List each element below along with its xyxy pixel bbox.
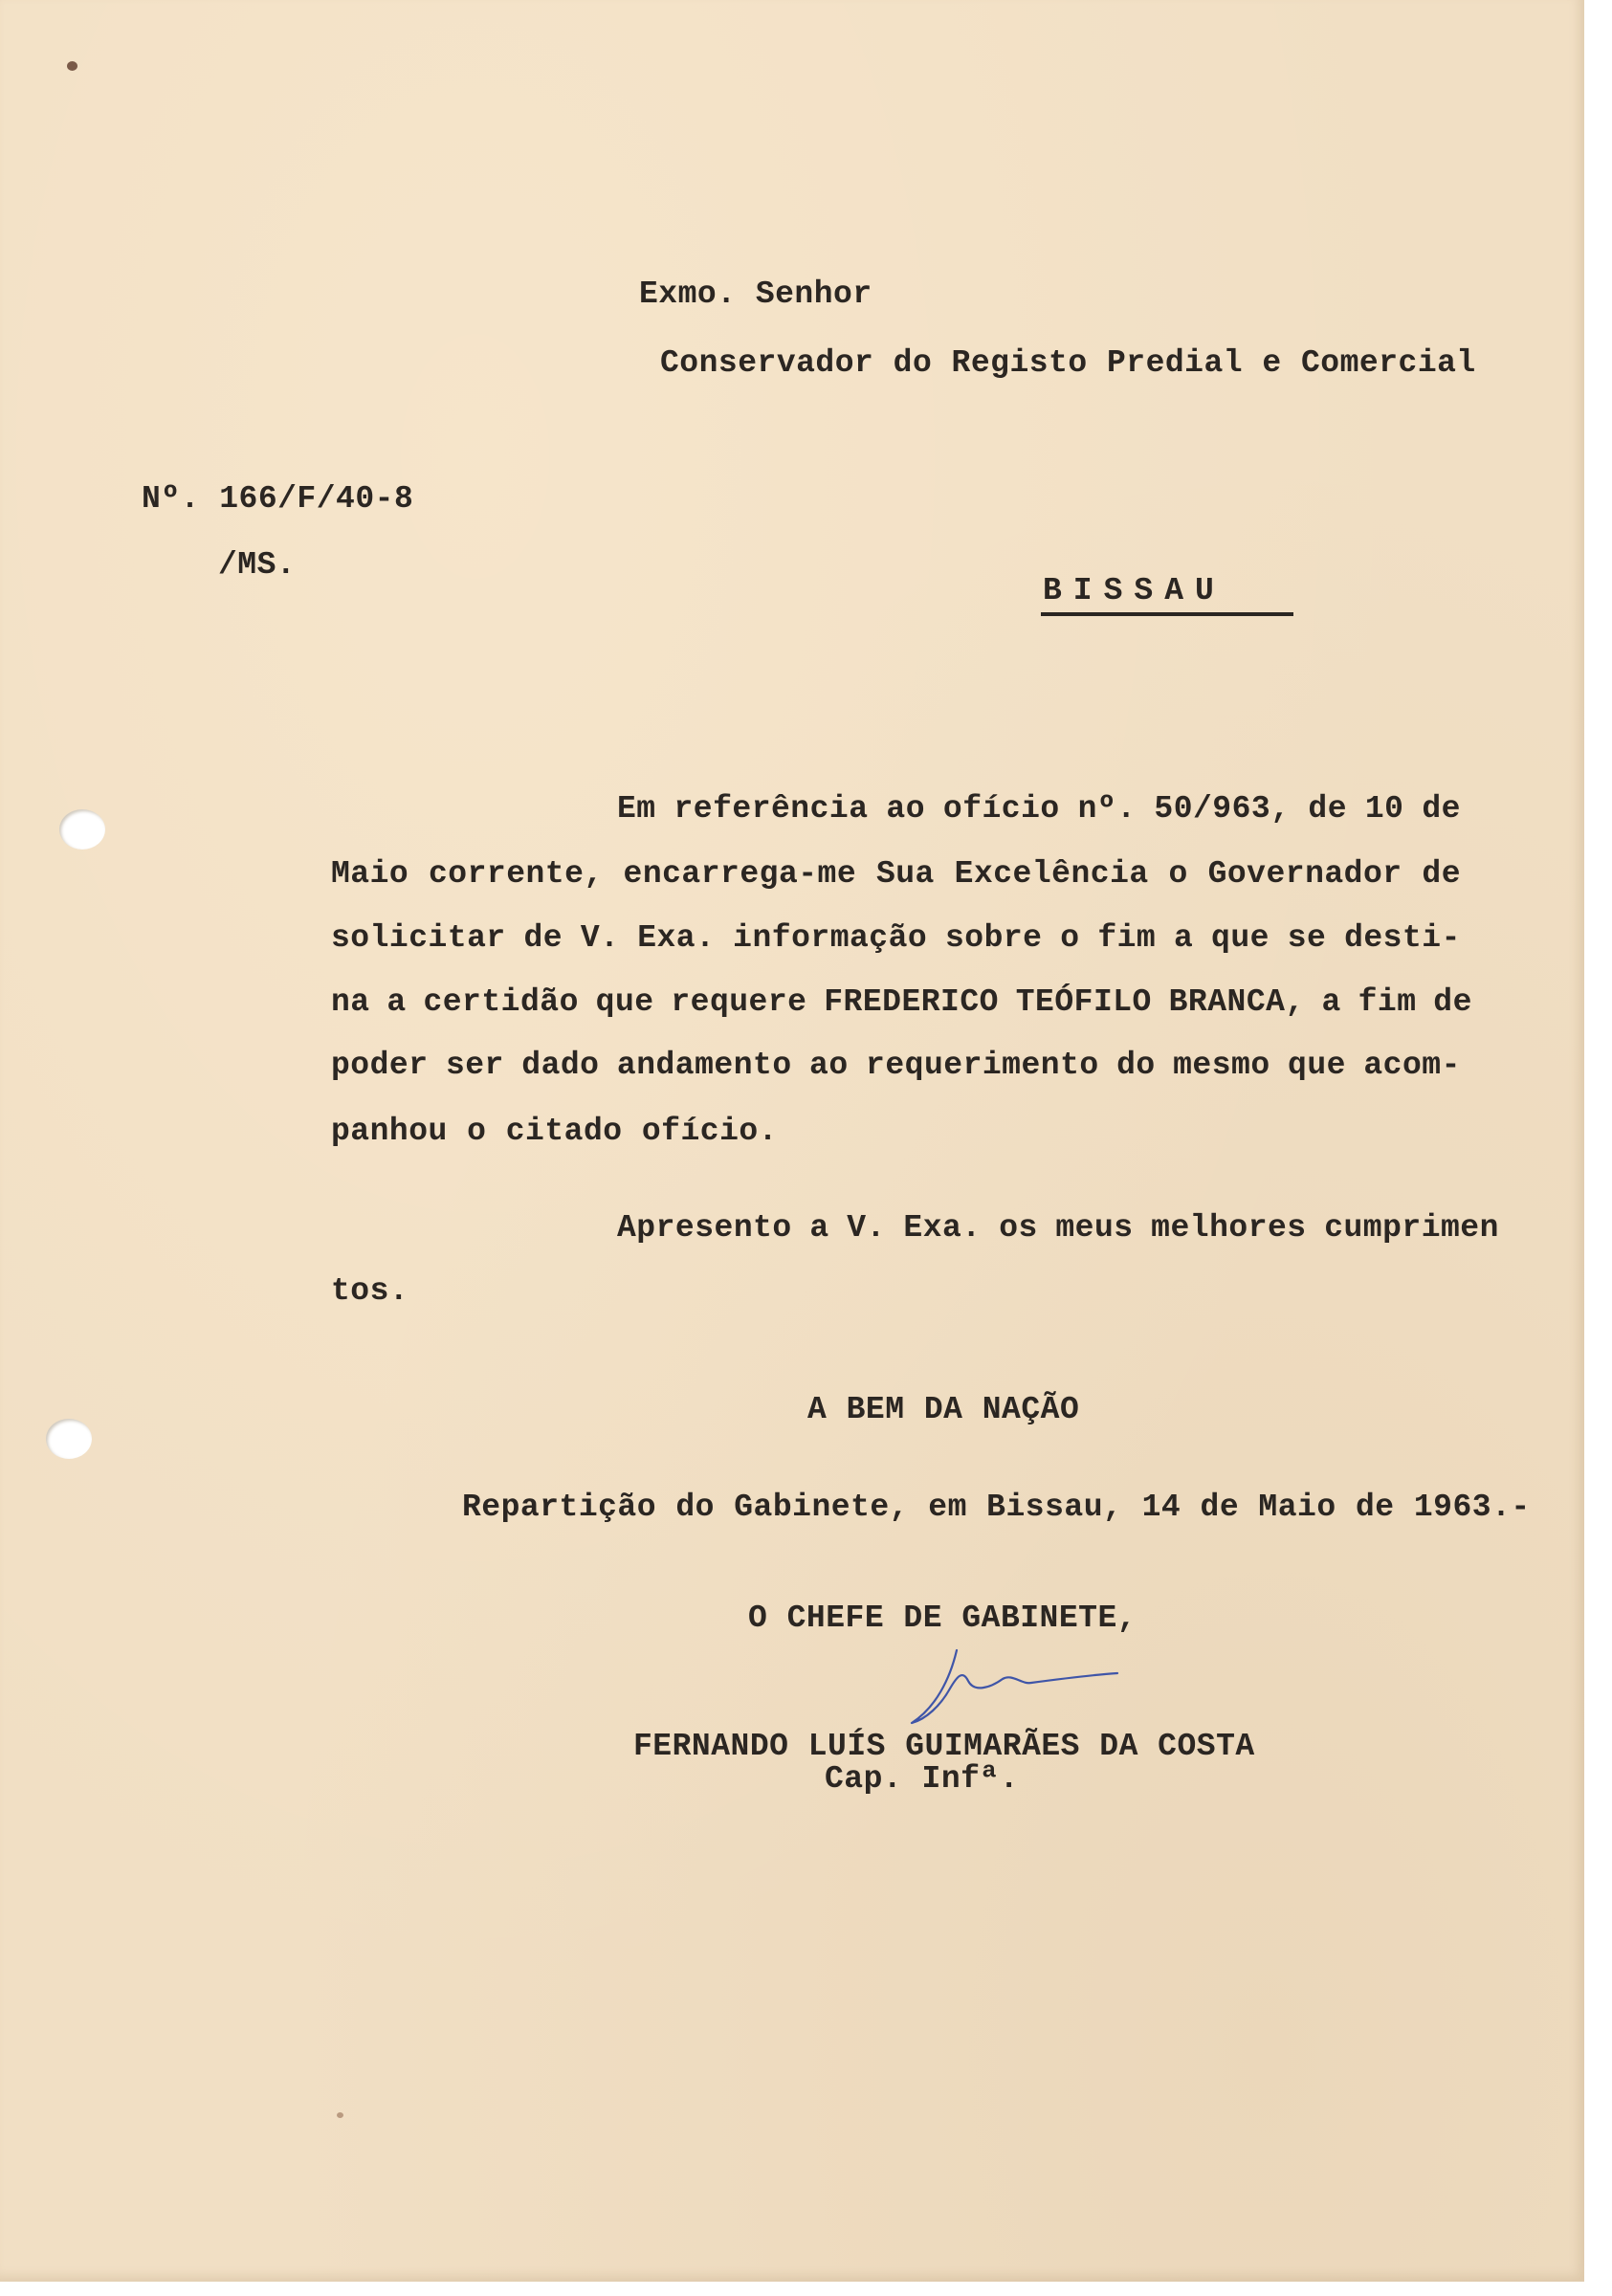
word: mesmo [1173,1048,1270,1083]
word: 50/963, [1154,791,1291,827]
word: V. [847,1210,886,1246]
word: andamento [616,1048,792,1083]
word: de [1422,856,1461,892]
addressee: Conservador do Registo Predial e Comercial [660,345,1476,381]
word: os [999,1210,1038,1246]
word: V. [580,920,620,956]
body-line [331,1113,797,1151]
word: ser [445,1048,504,1083]
word: Excelência [954,856,1149,892]
word: FREDERICO [824,984,999,1020]
word: que [1211,920,1270,956]
word: a [386,984,407,1020]
word: ao [886,791,926,827]
body-line [331,919,1461,958]
word: corrente, [429,856,604,892]
reference-number: Nº. 166/F/40-8 [142,481,414,517]
body-line [617,790,1461,828]
word: se [1287,920,1327,956]
word: referência [674,791,869,827]
word: fim [1358,984,1417,1020]
word: requere [671,984,807,1020]
body-line [331,983,1472,1022]
word: Governador [1207,856,1402,892]
signatory-rank: Cap. Infª. [825,1761,1020,1797]
word: a [809,1210,829,1246]
word: solicitar [331,920,506,956]
word: na [331,984,370,1020]
body-line [331,855,1461,894]
body-line [331,1047,1461,1085]
word: 10 [1364,791,1404,827]
ink-speck [67,61,77,71]
word: o [1060,920,1080,956]
word: de [1433,984,1472,1020]
signatory-name: FERNANDO LUÍS GUIMARÃES DA COSTA [633,1729,1255,1764]
city-underline [1041,612,1293,616]
word: poder [331,1048,429,1083]
word: Em [617,791,656,827]
ink-speck [337,2112,343,2118]
word: panhou o citado ofício. [331,1114,778,1149]
word: melhores [1151,1210,1307,1246]
place-and-date: Repartição do Gabinete, em Bissau, 14 de Maio de 1963.- [462,1490,1531,1525]
word: sobre [944,920,1043,956]
salutation: Exmo. Senhor [639,276,872,312]
word: ofício [942,791,1060,827]
word: que [1288,1048,1346,1083]
word: Exa. [637,920,716,956]
word: tos. [331,1273,409,1309]
word: ao [809,1048,849,1083]
word: que [595,984,654,1020]
word: nº. [1077,791,1137,827]
word: encarrega-me [623,856,857,892]
word: informação [733,920,928,956]
word: desti- [1344,920,1461,956]
word: TEÓFILO [1015,984,1152,1020]
word: a [1321,984,1341,1020]
punch-hole-top [59,809,105,850]
word: Exa. [903,1210,982,1246]
word: de [523,920,563,956]
body-line [331,1272,429,1311]
destination-city: BISSAU [1043,573,1226,608]
word: acom- [1363,1048,1461,1083]
word: meus [1055,1210,1134,1246]
word: BRANCA, [1168,984,1305,1020]
word: Apresento [617,1210,792,1246]
signature-stroke [912,1650,1117,1723]
word: de [1308,791,1347,827]
punch-hole-bottom [46,1419,92,1459]
body-line [617,1209,1499,1247]
reference-suffix: /MS. [218,547,297,583]
signatory-title: O CHEFE DE GABINETE, [748,1601,1137,1636]
word: a [1173,920,1194,956]
word: Sua [875,856,935,892]
word: dado [521,1048,600,1083]
word: de [1422,791,1461,827]
word: do [1116,1048,1156,1083]
word: o [1168,856,1188,892]
word: cumprimen [1324,1210,1499,1246]
closing-motto: A BEM DA NAÇÃO [807,1392,1080,1427]
word: certidão [423,984,579,1020]
word: fim [1097,920,1157,956]
word: Maio [331,856,409,892]
word: requerimento [866,1048,1099,1083]
